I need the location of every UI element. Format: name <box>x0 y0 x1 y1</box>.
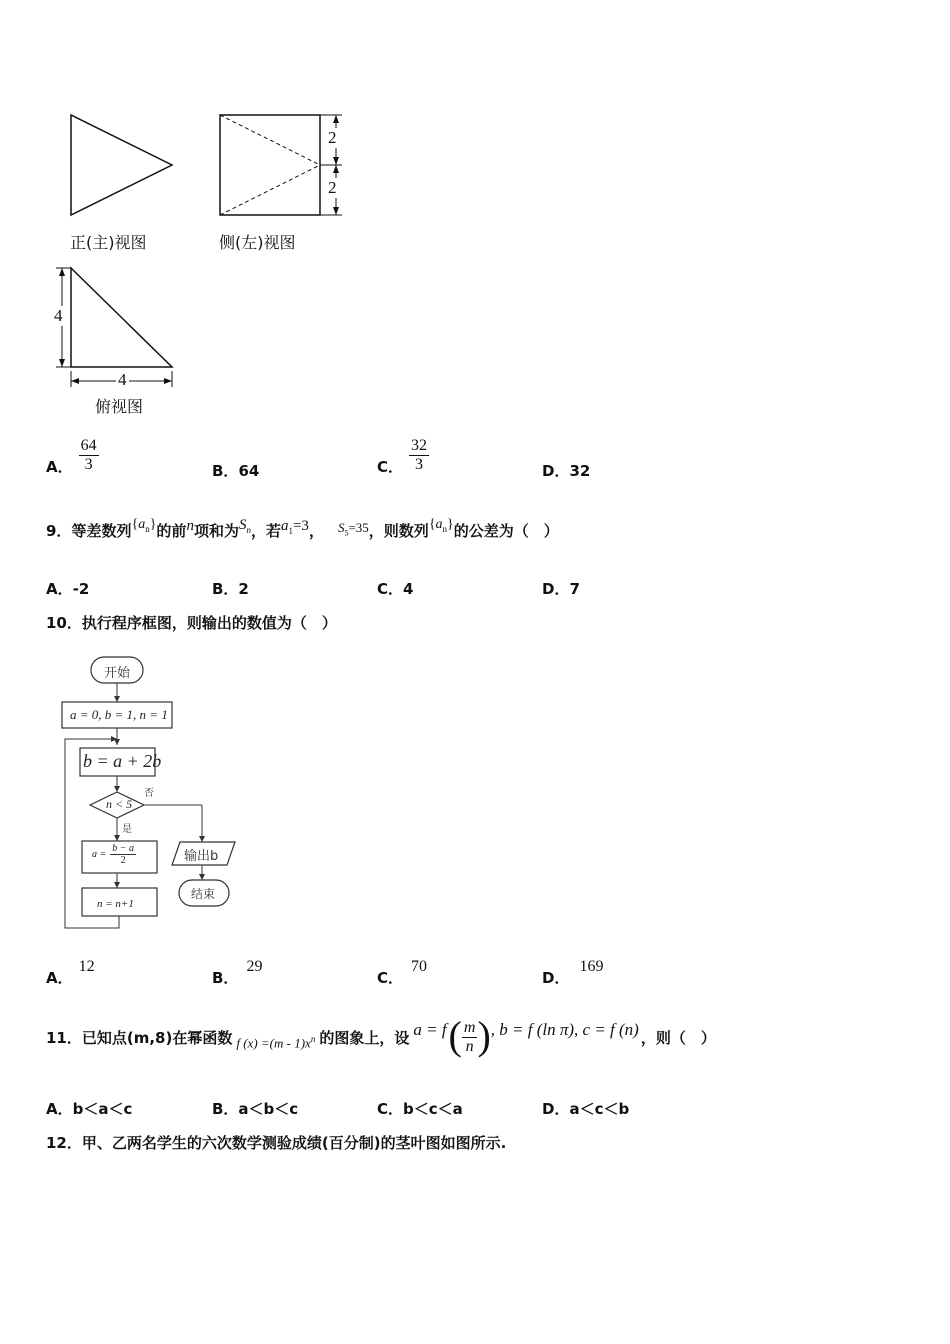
q9-option-c: C．4 <box>377 580 414 598</box>
flow-no-label: 否 <box>144 788 154 799</box>
q10-option-c: C．70 <box>377 958 428 987</box>
q9-option-a: A．-2 <box>46 580 90 598</box>
flow-start-label: 开始 <box>104 666 131 681</box>
three-view-figure <box>40 105 370 425</box>
q11-option-b: B．a＜b＜c <box>212 1100 299 1118</box>
flow-yes-label: 是 <box>122 824 132 835</box>
dim-top-vertical: 4 <box>54 306 63 325</box>
q10-option-d: D．169 <box>542 958 604 987</box>
q11-option-c: C．b＜c＜a <box>377 1100 463 1118</box>
side-view-square <box>220 115 320 215</box>
dim-top-horizontal: 4 <box>118 370 127 389</box>
flow-inc-label: n = n+1 <box>97 898 134 910</box>
dim-side-bottom: 2 <box>328 178 337 197</box>
q11-option-a: A．b＜a＜c <box>46 1100 133 1118</box>
flow-end-label: 结束 <box>191 887 216 901</box>
flow-cond-label: n < 5 <box>106 797 133 811</box>
front-view-caption: 正(主)视图 <box>70 233 147 252</box>
q9-option-d: D．7 <box>542 580 580 598</box>
flow-assign-label: a = $\frac{b - a}{2}$ <box>92 843 134 866</box>
q11-option-d: D．a＜c＜b <box>542 1100 630 1118</box>
question-10-stem: 10．执行程序框图，则输出的数值为（ ） <box>46 614 337 632</box>
side-view-caption: 侧(左)视图 <box>219 233 296 252</box>
flow-init-label: a = 0, b = 1, n = 1 <box>70 707 168 722</box>
q8-option-d: D．32 <box>542 462 591 480</box>
q8-option-c: C． $\frac{32}{3}$ <box>377 437 428 476</box>
dim-side-top: 2 <box>328 128 337 147</box>
top-view-triangle <box>71 268 172 367</box>
q8-option-b: B．64 <box>212 462 260 480</box>
q8-option-a: A． $\frac{64}{3}$ <box>46 437 97 476</box>
question-9-stem: 9．等差数列$\{a_n\}$的前n项和为$S_n$，若$a_1=3$， $S_5=35$，则数列$\{a_n\}$的公差为（ ） <box>46 517 559 540</box>
front-view-triangle <box>71 115 172 215</box>
flow-output-label: 输出b <box>184 849 219 864</box>
q10-option-b: B．29 <box>212 958 263 987</box>
q9-option-b: B．2 <box>212 580 249 598</box>
q10-option-a: A．12 <box>46 958 95 987</box>
top-view-caption: 俯视图 <box>95 397 144 416</box>
question-11-stem: 11．已知点(m,8)在幂函数 f $(x) =(m - 1)x^n$ 的图象上，设 a = f ( $\frac{m}{n}$ ) , b = f (ln π), c = f (n) ，则（ ） <box>46 1013 716 1058</box>
question-12-stem: 12．甲、乙两名学生的六次数学测验成绩(百分制)的茎叶图如图所示. <box>46 1134 507 1152</box>
flow-step-label: b = a + 2b <box>83 751 162 771</box>
